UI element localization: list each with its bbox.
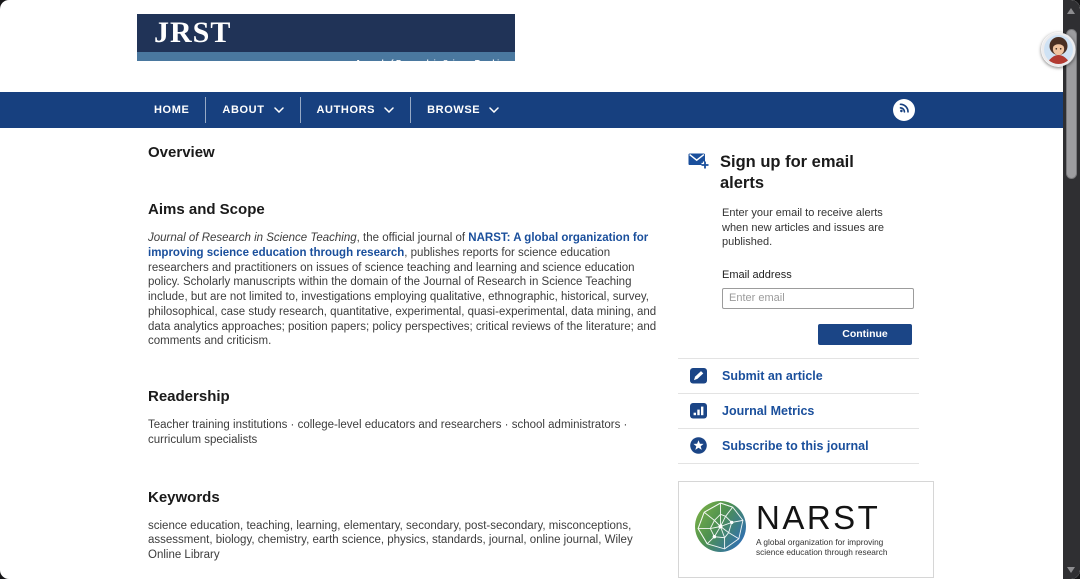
page-title: Overview: [148, 144, 215, 161]
rss-button[interactable]: [893, 99, 915, 121]
profile-avatar[interactable]: [1041, 32, 1076, 67]
nav-item-home[interactable]: [138, 92, 205, 128]
chevron-down-icon: [274, 104, 284, 116]
aims-text-body: , publishes reports for science education researchers and practitioners on issues of science teaching and learning and science education policy. Scholarly manuscripts within the domain of the Journal of Research in Science Teaching include, but are not limited to, investigations employing qualitative, ethnographic, historical, survey, philosophical, case study research, quantitative, experimental, quasi-experimental, data mining, and data analytics approaches; position papers; policy perspectives; critical reviews of the literature; and comments and criticism.: [148, 246, 657, 348]
journal-banner-strip: [137, 52, 515, 67]
journal-banner-top: [137, 14, 515, 52]
aims-and-scope-paragraph: [148, 231, 669, 349]
nav-item-about[interactable]: [206, 92, 299, 128]
nav-item-authors[interactable]: [301, 92, 411, 128]
narst-name: NARST: [756, 498, 881, 536]
submit-article-link[interactable]: [678, 359, 919, 393]
subscribe-link[interactable]: [678, 429, 919, 463]
sidebar-divider: [678, 463, 919, 464]
journal-metrics-link[interactable]: [678, 394, 919, 428]
email-alerts-description: Enter your email to receive alerts when new articles and issues are published.: [722, 207, 885, 248]
nav-item-label: AUTHORS: [316, 104, 376, 116]
readership-heading: Readership: [148, 388, 230, 405]
narst-tagline: A global organization for improving science education through research: [756, 536, 888, 557]
rss-icon: [897, 101, 911, 120]
main-content: [148, 128, 669, 563]
chevron-down-icon: [384, 104, 394, 116]
scrollbar-down-arrow[interactable]: [1067, 567, 1075, 573]
scrollbar-up-arrow[interactable]: [1067, 8, 1075, 14]
narst-organization-link[interactable]: NARST: A global organization for improving science education through research: [148, 232, 649, 259]
nav-item-browse[interactable]: [411, 92, 515, 128]
journal-name-italic: Journal of Research in Science Teaching: [148, 232, 357, 244]
email-plus-icon: [688, 152, 709, 194]
chevron-down-icon: [489, 104, 499, 116]
nav-item-label: BROWSE: [427, 104, 481, 116]
sidebar: [678, 128, 919, 578]
journal-tagline: Journal of Research in Science Teaching: [355, 58, 509, 67]
vertical-scrollbar[interactable]: [1063, 0, 1080, 579]
email-alerts-header: [678, 152, 919, 194]
readership-paragraph: Teacher training institutions · college-level educators and researchers · school administrators · curriculum specialists: [148, 419, 628, 446]
aims-text: , the official journal of: [356, 232, 469, 244]
side-link-label: Journal Metrics: [722, 403, 815, 418]
nav-item-label: ABOUT: [222, 104, 265, 116]
email-input[interactable]: [722, 288, 914, 309]
keywords-paragraph: science education, teaching, learning, elementary, secondary, post-secondary, misconceptions, assessment, biology, chemistry, earth science, physics, standards, journal, online journal, Wiley Online Library: [148, 519, 633, 561]
journal-logo: JRST: [154, 16, 232, 49]
narst-globe-logo: [694, 500, 747, 558]
narst-logo-box[interactable]: [678, 481, 934, 578]
narst-logo-text: [756, 498, 906, 557]
email-address-label: Email address: [722, 268, 792, 281]
email-alerts-title: Sign up for email alerts: [720, 153, 854, 192]
journal-metrics-icon: [690, 403, 707, 419]
side-link-label: Subscribe to this journal: [722, 438, 869, 453]
subscribe-star-icon: [690, 437, 707, 454]
aims-and-scope-heading: Aims and Scope: [148, 201, 265, 218]
continue-button[interactable]: Continue: [818, 324, 912, 345]
nav-item-label: HOME: [154, 104, 190, 116]
journal-banner[interactable]: [137, 14, 515, 67]
side-link-label: Submit an article: [722, 368, 823, 383]
submit-article-icon: [690, 368, 707, 384]
keywords-heading: Keywords: [148, 488, 220, 506]
